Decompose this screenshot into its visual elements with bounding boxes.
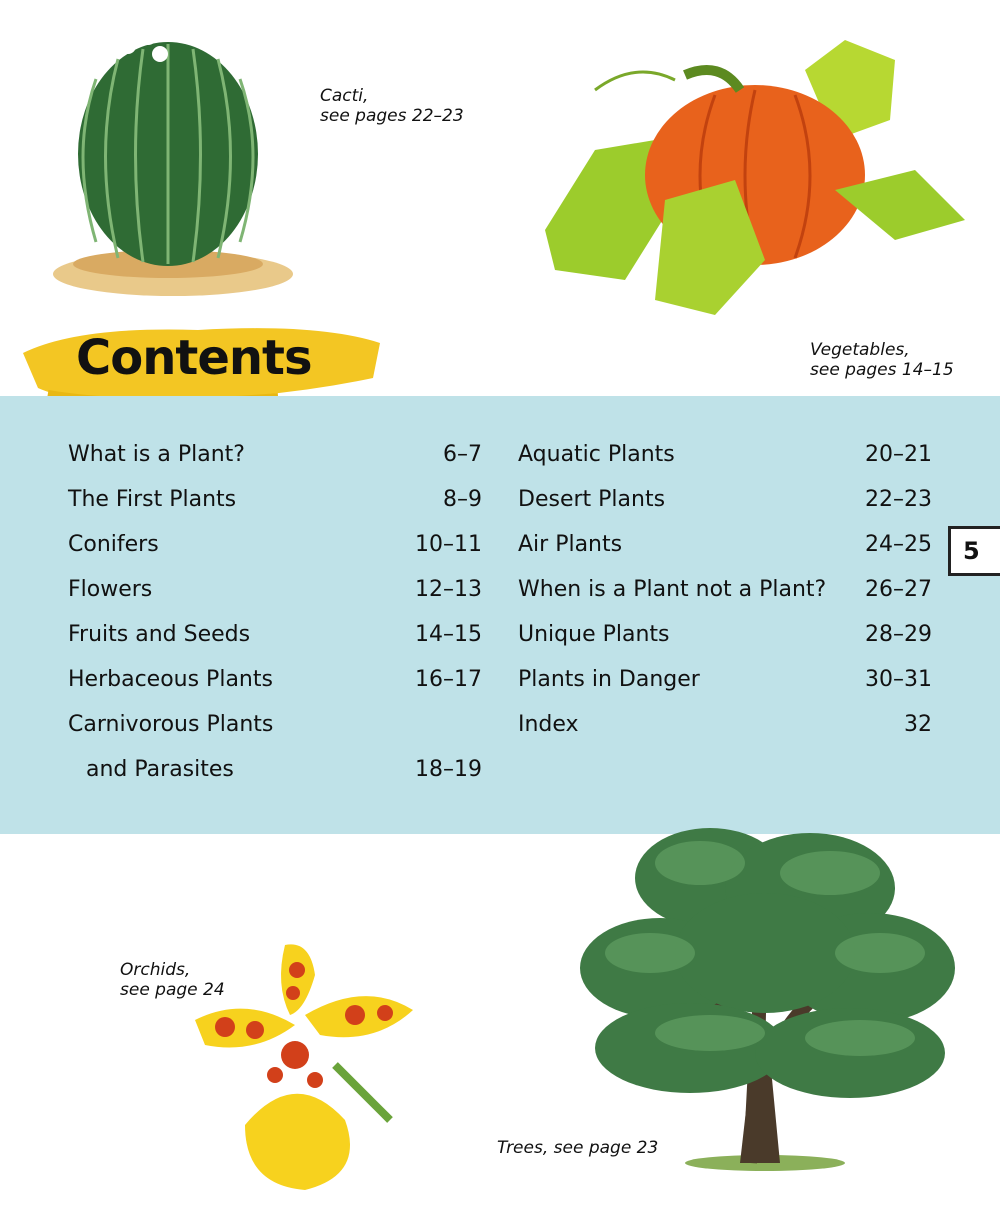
toc-entry-label: Plants in Danger (518, 667, 700, 692)
page-number-tab (948, 526, 1000, 576)
toc-entry[interactable] (68, 481, 482, 526)
toc-entry-label: Unique Plants (518, 622, 670, 647)
toc-entry-label: Herbaceous Plants (68, 667, 273, 692)
toc-entry-label: Air Plants (518, 532, 623, 557)
toc-entry-label: Conifers (68, 532, 159, 557)
toc-entry-label: Desert Plants (518, 487, 666, 512)
toc-entry-label: Flowers (68, 577, 153, 602)
toc-entry-pages: 6–7 (443, 442, 482, 467)
toc-entry-pages: 20–21 (865, 442, 932, 467)
toc-entry-pages: 22–23 (865, 487, 932, 512)
toc-entry-pages: 12–13 (415, 577, 482, 602)
toc-entry-pages: 28–29 (865, 622, 932, 647)
toc-entry[interactable] (68, 616, 482, 661)
cacti-caption: Cacti, see pages 22–23 (320, 86, 464, 126)
toc-entry-label: and Parasites (86, 757, 234, 782)
toc-entry-label: Index (518, 712, 579, 737)
toc-entry[interactable] (518, 436, 932, 481)
toc-entry[interactable] (518, 661, 932, 706)
toc-entry[interactable] (518, 706, 932, 751)
toc-entry-pages: 26–27 (865, 577, 932, 602)
orchids-caption: Orchids, see page 24 (120, 960, 225, 1000)
toc-entry[interactable] (68, 571, 482, 616)
toc-entry-pages: 10–11 (415, 532, 482, 557)
toc-entry[interactable] (518, 571, 932, 616)
toc-entry-pages: 16–17 (415, 667, 482, 692)
toc-entry-label: Aquatic Plants (518, 442, 675, 467)
toc-entry[interactable] (518, 526, 932, 571)
toc-entry[interactable] (518, 481, 932, 526)
toc-entry-label: What is a Plant? (68, 442, 245, 467)
toc-entry-label: The First Plants (68, 487, 237, 512)
toc-entry-pages: 30–31 (865, 667, 932, 692)
toc-entry[interactable] (518, 616, 932, 661)
toc-right-column (518, 436, 932, 751)
page-title: Contents (76, 330, 312, 386)
toc-entry[interactable] (68, 751, 482, 796)
toc-entry-label: When is a Plant not a Plant? (518, 577, 827, 602)
toc-entry[interactable] (68, 436, 482, 481)
tree-illustration (580, 818, 960, 1173)
page-number: 5 (963, 537, 980, 565)
toc-entry[interactable] (68, 526, 482, 571)
toc-entry[interactable] (68, 706, 482, 751)
toc-entry-pages: 32 (904, 712, 932, 737)
toc-left-column (68, 436, 482, 796)
cactus-illustration (48, 14, 308, 304)
contents-title-block (18, 318, 388, 408)
toc-entry[interactable] (68, 661, 482, 706)
toc-entry-pages: 8–9 (443, 487, 482, 512)
toc-entry-pages: 24–25 (865, 532, 932, 557)
trees-caption: Trees, see page 23 (497, 1138, 659, 1158)
pumpkin-illustration (505, 30, 975, 315)
toc-entry-pages: 14–15 (415, 622, 482, 647)
toc-entry-pages: 18–19 (415, 757, 482, 782)
vegetables-caption: Vegetables, see pages 14–15 (810, 340, 954, 380)
toc-entry-label: Fruits and Seeds (68, 622, 251, 647)
toc-entry-label: Carnivorous Plants (68, 712, 274, 737)
